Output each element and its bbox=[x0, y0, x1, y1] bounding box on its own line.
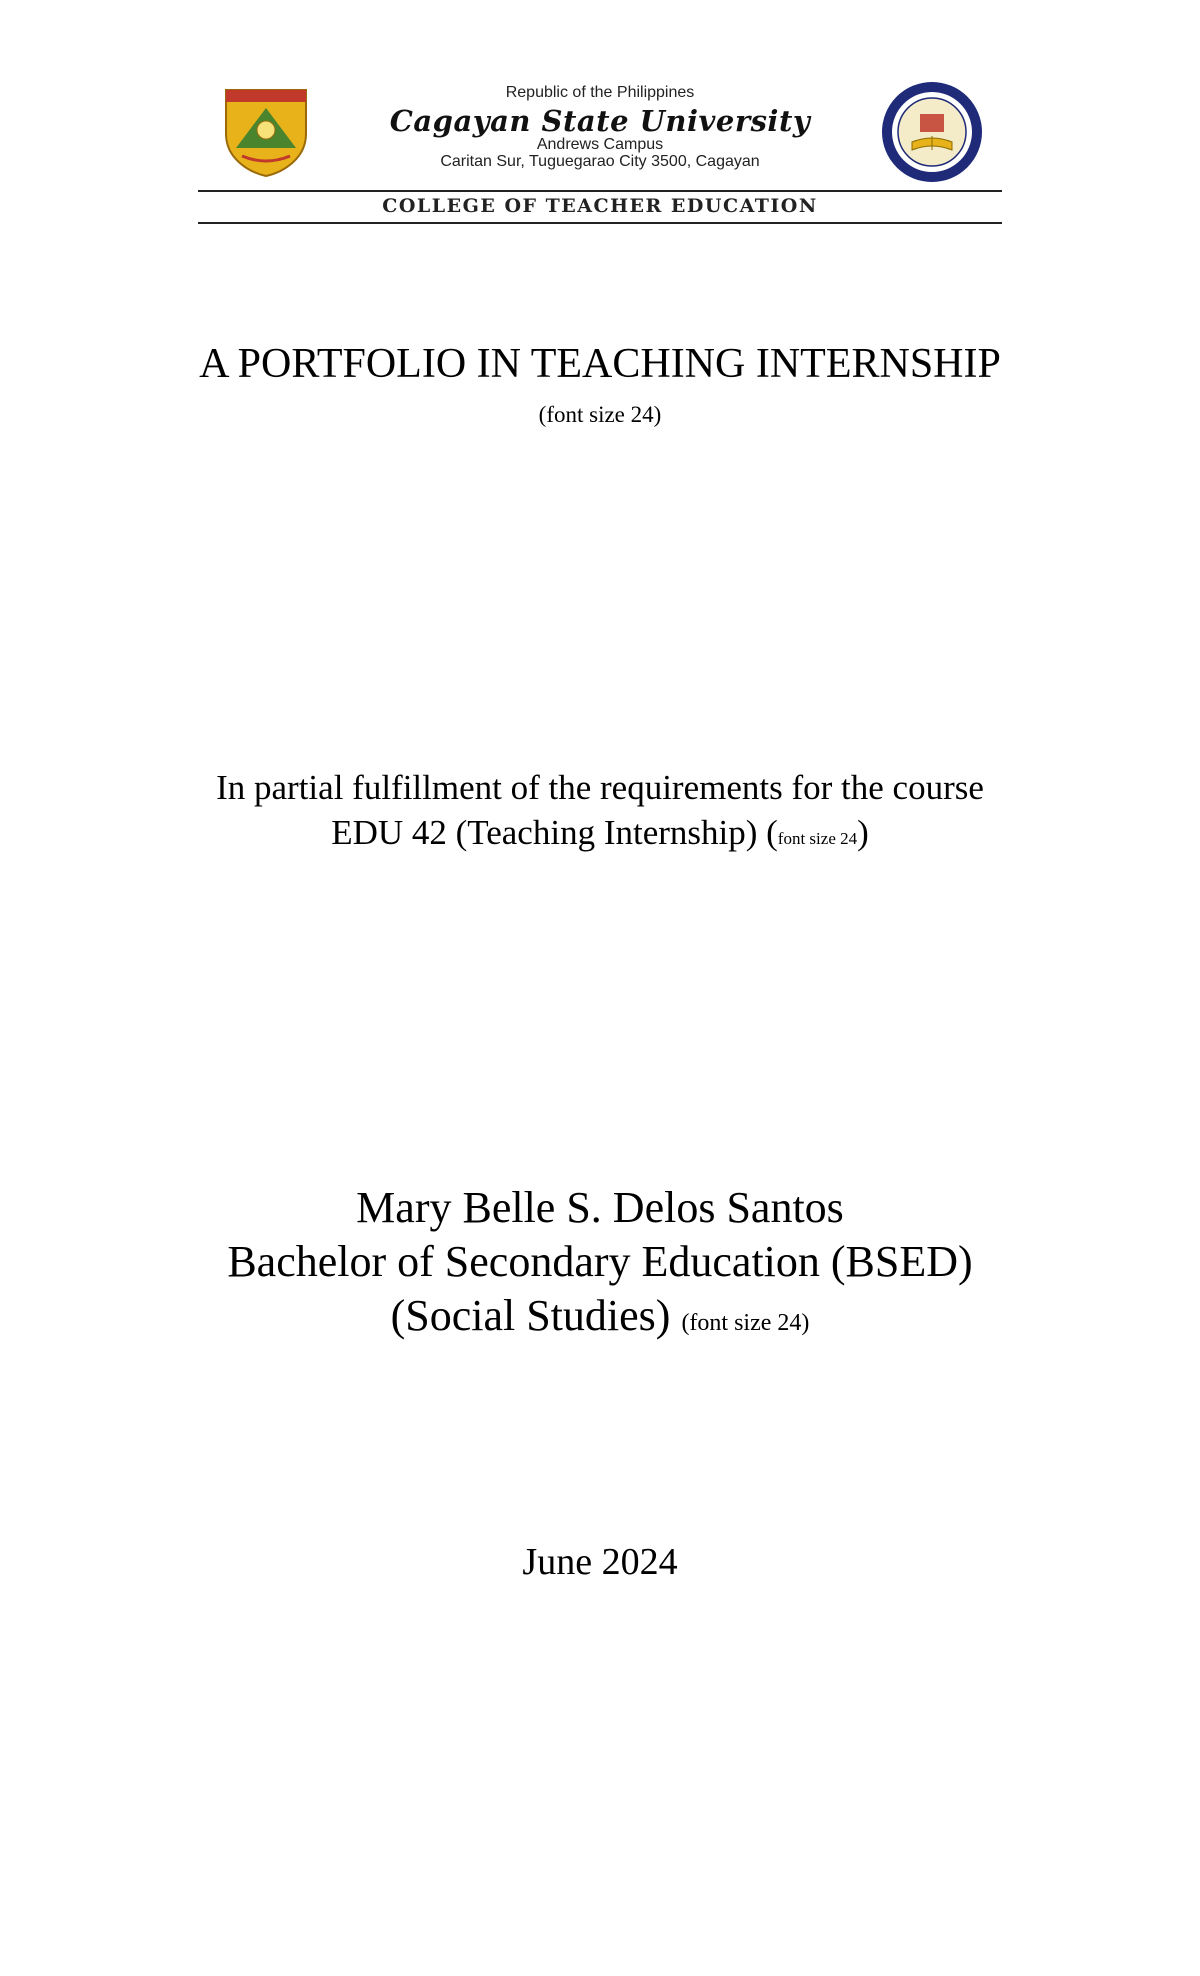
fulfillment-line-1: In partial fulfillment of the requirements for the course bbox=[216, 768, 984, 807]
letterhead-country: Republic of the Philippines bbox=[505, 84, 695, 101]
page-title: A PORTFOLIO IN TEACHING INTERNSHIP bbox=[199, 341, 1001, 387]
student-name: Mary Belle S. Delos Santos bbox=[356, 1183, 844, 1232]
letterhead-campus: Andrews Campus bbox=[536, 136, 664, 153]
college-seal-icon bbox=[880, 80, 984, 184]
letterhead-college: COLLEGE OF TEACHER EDUCATION bbox=[382, 195, 818, 217]
student-degree: Bachelor of Secondary Education (BSED) bbox=[227, 1237, 973, 1286]
letterhead-rule-top bbox=[198, 190, 1002, 192]
fulfillment-font-note: font size 24 bbox=[777, 829, 858, 848]
student-major bbox=[0, 1290, 1200, 1341]
student-major-text: (Social Studies) bbox=[390, 1291, 671, 1340]
fulfillment-line-2 bbox=[0, 813, 1200, 853]
student-major-font-note: (font size 24) bbox=[681, 1310, 810, 1336]
letterhead-university: Cagayan State University bbox=[389, 104, 811, 138]
fulfillment-close-paren: ) bbox=[857, 813, 869, 852]
fulfillment-course: EDU 42 (Teaching Internship) ( bbox=[331, 813, 778, 852]
submission-date: June 2024 bbox=[522, 1541, 678, 1583]
title-font-note: (font size 24) bbox=[538, 402, 662, 427]
letterhead-rule-bottom bbox=[198, 222, 1002, 224]
letterhead-address: Caritan Sur, Tuguegarao City 3500, Cagayan bbox=[440, 153, 760, 170]
